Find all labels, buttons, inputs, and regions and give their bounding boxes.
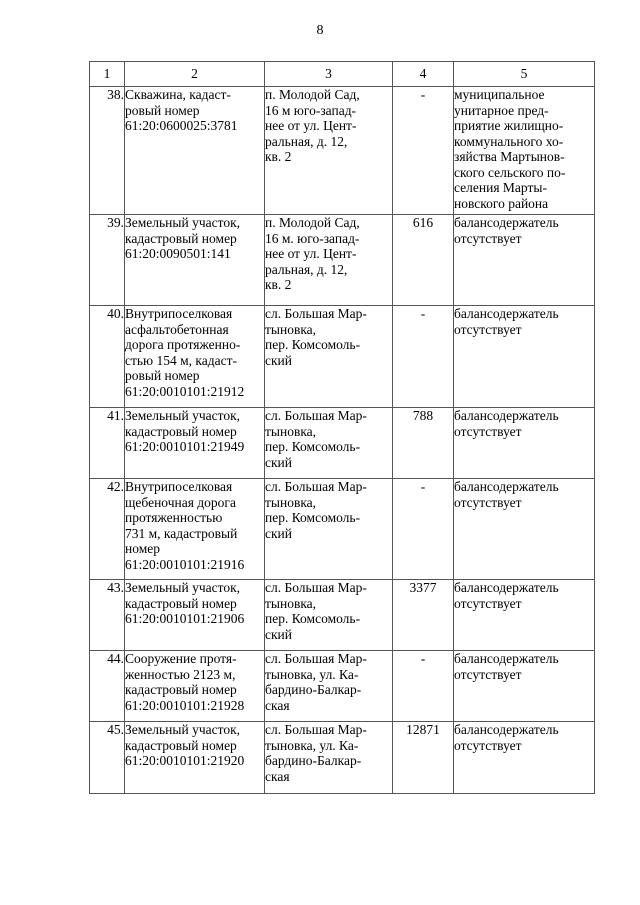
row-number: 44. bbox=[90, 651, 125, 722]
table-row bbox=[90, 87, 595, 215]
table-row bbox=[90, 651, 595, 722]
object-area: - bbox=[393, 87, 454, 215]
table-row bbox=[90, 479, 595, 580]
row-number: 45. bbox=[90, 722, 125, 794]
balance-holder bbox=[454, 479, 595, 580]
object-address bbox=[265, 306, 393, 408]
balance-holder-text: балансодержатель отсутствует bbox=[454, 722, 559, 753]
object-name bbox=[125, 87, 265, 215]
object-name bbox=[125, 651, 265, 722]
row-number: 40. bbox=[90, 306, 125, 408]
balance-holder bbox=[454, 408, 595, 479]
object-name-text: Земельный участок, кадастровый номер 61:20:0090501:141 bbox=[125, 215, 241, 261]
object-address bbox=[265, 580, 393, 651]
object-address-text: п. Молодой Сад, 16 м юго-запад- нее от ул. Цент- ральная, д. 12, кв. 2 bbox=[265, 87, 360, 164]
object-area: - bbox=[393, 306, 454, 408]
object-name-text: Земельный участок, кадастровый номер 61:20:0010101:21920 bbox=[125, 722, 245, 768]
object-area: 3377 bbox=[393, 580, 454, 651]
table-header-row bbox=[90, 62, 595, 87]
balance-holder bbox=[454, 651, 595, 722]
object-address-text: сл. Большая Мар- тыновка, пер. Комсомоль- ский bbox=[265, 306, 367, 368]
object-name bbox=[125, 306, 265, 408]
object-address bbox=[265, 651, 393, 722]
balance-holder-text: балансодержатель отсутствует bbox=[454, 651, 559, 682]
row-number: 43. bbox=[90, 580, 125, 651]
object-area: 616 bbox=[393, 215, 454, 306]
object-name-text: Внутрипоселковая щебеночная дорога протяженностью 731 м, кадастровый номер 61:20:0010101:21916 bbox=[125, 479, 245, 572]
balance-holder-text: балансодержатель отсутствует bbox=[454, 580, 559, 611]
object-name-text: Сооружение протя- женностью 2123 м, кадастровый номер 61:20:0010101:21928 bbox=[125, 651, 245, 713]
object-address bbox=[265, 87, 393, 215]
balance-holder bbox=[454, 87, 595, 215]
object-name bbox=[125, 215, 265, 306]
object-address bbox=[265, 408, 393, 479]
object-name bbox=[125, 479, 265, 580]
row-number: 39. bbox=[90, 215, 125, 306]
table-row bbox=[90, 408, 595, 479]
object-address bbox=[265, 215, 393, 306]
row-number: 42. bbox=[90, 479, 125, 580]
object-name-text: Земельный участок, кадастровый номер 61:20:0010101:21949 bbox=[125, 408, 245, 454]
column-header-address: 3 bbox=[265, 62, 393, 87]
balance-holder bbox=[454, 306, 595, 408]
column-header-number: 1 bbox=[90, 62, 125, 87]
object-name-text: Скважина, кадаст- ровый номер 61:20:0600025:3781 bbox=[125, 87, 238, 133]
object-area: - bbox=[393, 651, 454, 722]
table-row bbox=[90, 580, 595, 651]
table-row bbox=[90, 722, 595, 794]
object-name bbox=[125, 580, 265, 651]
object-address-text: сл. Большая Мар- тыновка, пер. Комсомоль- ский bbox=[265, 408, 367, 470]
object-address-text: сл. Большая Мар- тыновка, пер. Комсомоль- ский bbox=[265, 580, 367, 642]
balance-holder bbox=[454, 722, 595, 794]
balance-holder bbox=[454, 580, 595, 651]
table-row bbox=[90, 215, 595, 306]
object-area: 788 bbox=[393, 408, 454, 479]
balance-holder-text: балансодержатель отсутствует bbox=[454, 408, 559, 439]
object-area: - bbox=[393, 479, 454, 580]
balance-holder-text: балансодержатель отсутствует bbox=[454, 215, 559, 246]
column-header-area: 4 bbox=[393, 62, 454, 87]
page-number: 8 bbox=[316, 23, 324, 38]
object-address-text: п. Молодой Сад, 16 м. юго-запад- нее от ул. Цент- ральная, д. 12, кв. 2 bbox=[265, 215, 360, 292]
table-row bbox=[90, 306, 595, 408]
column-header-holder: 5 bbox=[454, 62, 595, 87]
column-header-name: 2 bbox=[125, 62, 265, 87]
row-number: 38. bbox=[90, 87, 125, 215]
object-name bbox=[125, 408, 265, 479]
object-name-text: Внутрипоселковая асфальтобетонная дорога протяженно- стью 154 м, кадаст- ровый номер 61:20:0010101:21912 bbox=[125, 306, 245, 399]
object-name bbox=[125, 722, 265, 794]
object-area: 12871 bbox=[393, 722, 454, 794]
balance-holder-text: балансодержатель отсутствует bbox=[454, 479, 559, 510]
object-address-text: сл. Большая Мар- тыновка, ул. Ка- бардино-Балкар- ская bbox=[265, 651, 367, 713]
balance-holder-text: муниципальное унитарное пред- приятие жилищно- коммунального хо- зяйства Мартынов- ского сельского по- селения Марты- новского района bbox=[454, 87, 566, 211]
object-name-text: Земельный участок, кадастровый номер 61:20:0010101:21906 bbox=[125, 580, 245, 626]
balance-holder-text: балансодержатель отсутствует bbox=[454, 306, 559, 337]
row-number: 41. bbox=[90, 408, 125, 479]
object-address-text: сл. Большая Мар- тыновка, пер. Комсомоль- ский bbox=[265, 479, 367, 541]
object-address bbox=[265, 722, 393, 794]
property-registry-table bbox=[89, 61, 595, 794]
object-address bbox=[265, 479, 393, 580]
balance-holder bbox=[454, 215, 595, 306]
object-address-text: сл. Большая Мар- тыновка, ул. Ка- бардино-Балкар- ская bbox=[265, 722, 367, 784]
